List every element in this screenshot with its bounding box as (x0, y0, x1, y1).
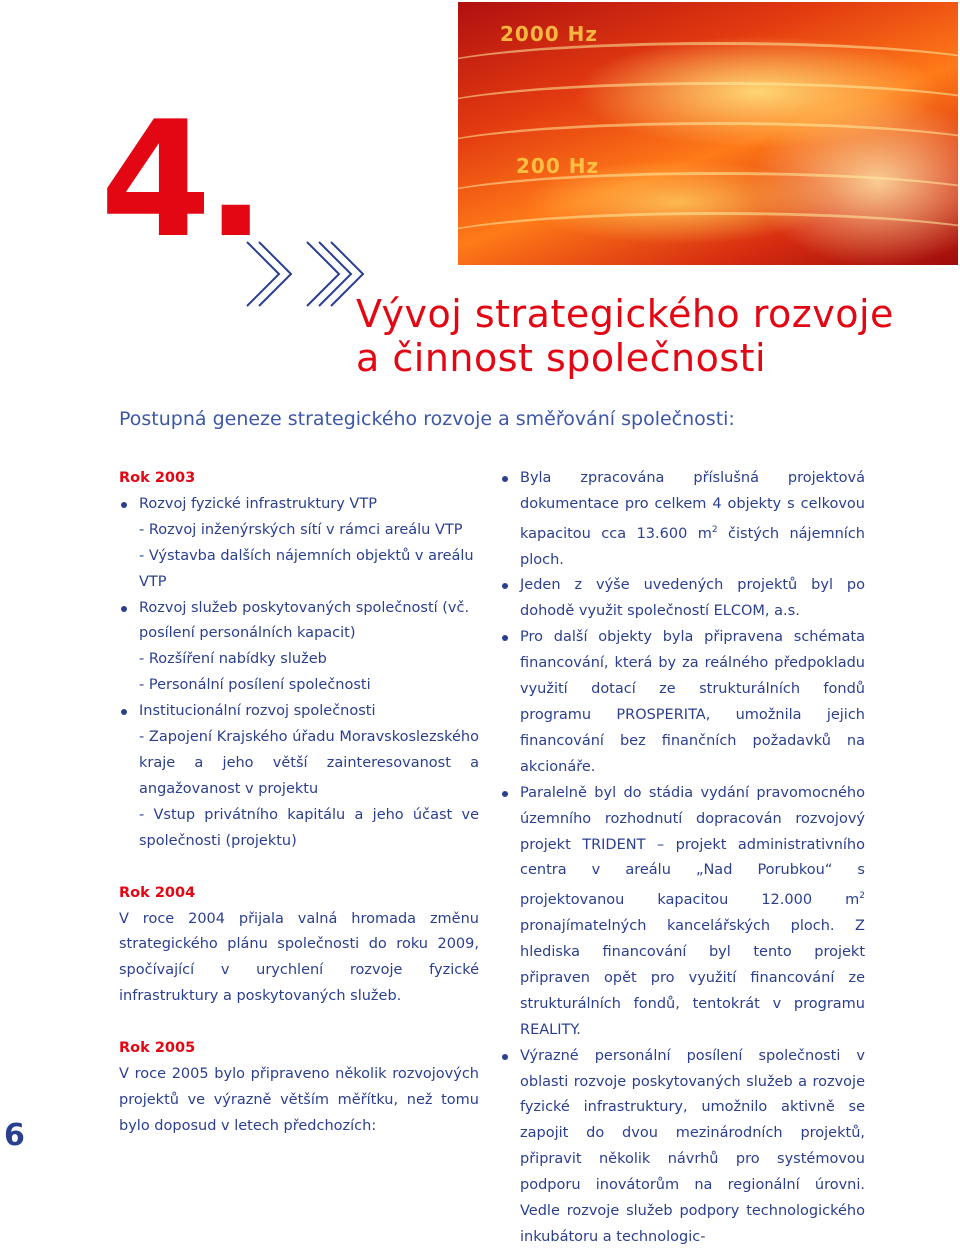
page-title (356, 292, 894, 380)
title-line-2: a činnost společnosti (356, 336, 767, 380)
bullet-item: Rozvoj fyzické infrastruktury VTP (119, 492, 479, 518)
superscript: 2 (711, 524, 718, 535)
bullet-line: posílení personálních kapacit) (139, 625, 356, 642)
chapter-number: 4. (100, 86, 261, 273)
page-number: 6 (4, 1118, 25, 1153)
bullet-text: čistých nájemních ploch. (520, 525, 865, 568)
left-column (119, 466, 479, 1140)
bullet-text: Paralelně byl do stádia vydání pravomocného územního rozhodnutí dopracován rozvojový projekt TRIDENT – projekt administrativního centra v areálu „Nad Porubkou“ s projektovanou kapacitou 12.000 m (520, 784, 865, 909)
sub-item: - Rozšíření nabídky služeb (139, 651, 327, 668)
paragraph: V roce 2004 přijala valná hromada změnu strategického plánu společnosti do roku 2009, spočívající v urychlení rozvoje fyzické infrastruktury a poskytovaných služeb. (119, 910, 479, 1005)
bullet-item (119, 596, 479, 648)
bullet-text: Byla zpracována příslušná projektová dokumentace pro celkem 4 objekty s celkovou kapacitou cca 13.600 m (520, 470, 865, 542)
page-subtitle: Postupná geneze strategického rozvoje a směřování společnosti: (119, 408, 735, 430)
bullet-text: pronajímatelných kancelářských ploch. Z hlediska financování byl tento projekt připraven opět pro využití financování ze strukturálních fondů, tentokrát v programu REALITY. (520, 918, 865, 1038)
year-heading-2004: Rok 2004 (119, 884, 196, 901)
year-heading-2005: Rok 2005 (119, 1040, 196, 1057)
title-line-1: Vývoj strategického rozvoje (356, 292, 894, 336)
hero-image (458, 2, 958, 265)
paragraph: V roce 2005 bylo připraveno několik rozvojových projektů ve výrazně větším měřítku, než tomu bylo doposud v letech předchozích: (119, 1066, 479, 1134)
bullet-item: Institucionální rozvoj společnosti (119, 699, 479, 725)
hero-wave (458, 212, 958, 265)
bullet-item (500, 781, 865, 1044)
sub-item: - Zapojení Krajského úřadu Moravskoslezského kraje a jeho větší zainteresovanost a angažovanost v projektu (139, 729, 479, 797)
hero-label-2000hz: 2000 Hz (500, 22, 599, 46)
bullet-item (500, 466, 865, 573)
hero-label-200hz: 200 Hz (516, 154, 600, 178)
bullet-item: Jeden z výše uvedených projektů byl po dohodě využit společností ELCOM, a.s. (500, 573, 865, 625)
sub-item: - Výstavba dalších nájemních objektů v areálu VTP (139, 547, 474, 590)
bullet-item: Výrazné personální posílení společnosti v oblasti rozvoje poskytovaných služeb a rozvoje fyzické infrastruktury, umožnilo aktivně se zapojit do dvou mezinárodních projektů, připravit několik návrhů pro systémovou podporu inovátorům na regionální úrovni. Vedle rozvoje služeb podpory technologického inkubátoru a technologic- (500, 1044, 865, 1251)
bullet-item: Pro další objekty byla připravena schémata financování, která by za reálného předpokladu využití dotací ze strukturálních fondů programu PROSPERITA, umožnila jejich financování bez finančních požadavků na akcionáře. (500, 625, 865, 780)
year-heading-2003: Rok 2003 (119, 470, 196, 486)
right-column (500, 466, 865, 1251)
superscript: 2 (859, 891, 865, 902)
sub-item: - Rozvoj inženýrských sítí v rámci areálu VTP (139, 521, 463, 538)
sub-item: - Vstup privátního kapitálu a jeho účast ve společnosti (projektu) (139, 806, 479, 849)
bullet-line: Rozvoj služeb poskytovaných společností (vč. (139, 599, 470, 616)
sub-item: - Personální posílení společnosti (139, 677, 371, 694)
